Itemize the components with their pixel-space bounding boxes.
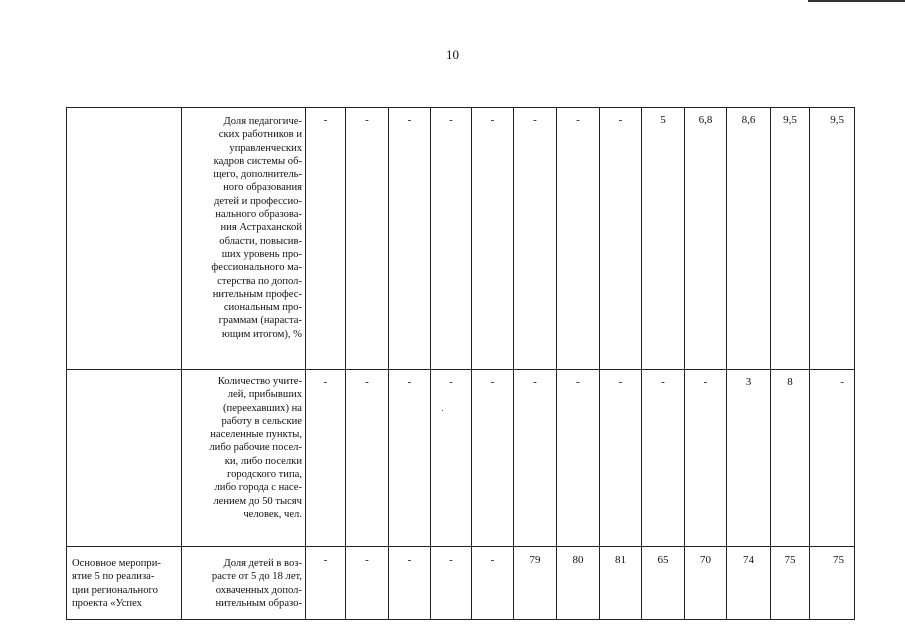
- indicator-line: расте от 5 до 18 лет,: [211, 571, 302, 583]
- value-cell: 75: [771, 547, 810, 620]
- page-number: 10: [446, 47, 459, 62]
- indicator-line: граммам (нараста-: [218, 315, 302, 327]
- activity-line: ции регионального: [72, 584, 158, 596]
- value-cell: 75: [810, 547, 855, 620]
- value-cell: -: [306, 108, 346, 370]
- indicator-line: городского типа,: [226, 469, 302, 481]
- value-cell: 74: [727, 547, 771, 620]
- value-cell: -: [472, 108, 514, 370]
- indicator-cell: [182, 547, 306, 620]
- value-cell: -: [557, 108, 600, 370]
- indicator-cell: [182, 108, 306, 370]
- value-cell: 70: [685, 547, 727, 620]
- activity-line: ятие 5 по реализа-: [72, 571, 155, 583]
- value-cell: -: [306, 547, 346, 620]
- value-cell: -: [306, 370, 346, 547]
- indicator-line: ки, либо поселки: [224, 455, 302, 467]
- table-row: [67, 370, 855, 547]
- indicator-line: стерства по допол-: [217, 275, 302, 287]
- value-cell: -: [810, 370, 855, 547]
- indicator-line: управленческих: [229, 142, 302, 154]
- indicator-line: Количество учите-: [217, 376, 302, 387]
- indicator-line: щего, дополнитель-: [213, 169, 302, 181]
- indicator-line: ного образования: [223, 182, 302, 194]
- value-cell: -: [346, 547, 389, 620]
- value-cell: -: [557, 370, 600, 547]
- indicator-line: ющим итогом), %: [221, 328, 302, 340]
- table-row: [67, 547, 855, 620]
- activity-cell: [67, 108, 182, 370]
- indicator-cell: [182, 370, 306, 547]
- indicator-line: ших уровень про-: [221, 248, 302, 260]
- indicator-line: Доля детей в воз-: [223, 558, 302, 569]
- indicator-line: (переехавших) на: [223, 402, 302, 414]
- activity-line: проекта «Успех: [72, 597, 142, 609]
- value-cell: -: [346, 108, 389, 370]
- value-cell: -: [642, 370, 685, 547]
- value-cell: 9,5: [810, 108, 855, 370]
- indicator-line: человек, чел.: [243, 508, 302, 520]
- value-cell: 9,5: [771, 108, 810, 370]
- value-cell: 81: [600, 547, 642, 620]
- indicator-line: нального образова-: [215, 209, 302, 221]
- indicator-line: области, повысив-: [219, 235, 302, 247]
- corner-rule: [808, 0, 905, 2]
- indicator-line: нительным профес-: [212, 288, 302, 300]
- table-row: [67, 108, 855, 370]
- indicator-line: нительным образо-: [215, 597, 302, 609]
- indicator-line: детей и профессио-: [213, 195, 302, 207]
- value-cell: 5: [642, 108, 685, 370]
- value-cell: 79: [514, 547, 557, 620]
- value-cell: 3: [727, 370, 771, 547]
- indicator-line: либо города с насе-: [214, 482, 302, 494]
- value-cell: 6,8: [685, 108, 727, 370]
- indicator-line: фессионального ма-: [211, 262, 302, 274]
- indicator-line: кадров системы об-: [213, 155, 302, 167]
- value-cell: -: [431, 370, 472, 547]
- indicator-line: населенные пункты,: [210, 429, 302, 441]
- value-cell: -: [389, 547, 431, 620]
- value-cell: -: [346, 370, 389, 547]
- indicator-line: либо рабочие посел-: [209, 442, 302, 454]
- indicator-line: ских работников и: [218, 129, 302, 141]
- value-cell: -: [389, 108, 431, 370]
- indicator-line: охваченных допол-: [215, 584, 302, 596]
- indicator-line: сиональным про-: [223, 302, 302, 314]
- activity-cell: [67, 370, 182, 547]
- indicator-line: ния Астраханской: [220, 222, 302, 234]
- value-cell: 80: [557, 547, 600, 620]
- activity-line: Основное меропри-: [72, 558, 161, 569]
- indicators-table: [66, 107, 855, 620]
- value-cell: -: [389, 370, 431, 547]
- indicator-line: лей, прибывших: [227, 389, 302, 401]
- indicator-line: работу в сельские: [221, 415, 302, 427]
- value-cell: -: [685, 370, 727, 547]
- scan-speck: [442, 410, 443, 411]
- indicator-line: лением до 50 тысяч: [213, 495, 302, 507]
- value-cell: -: [431, 108, 472, 370]
- value-cell: -: [472, 370, 514, 547]
- value-cell: -: [600, 370, 642, 547]
- value-cell: 8: [771, 370, 810, 547]
- indicator-line: Доля педагогиче-: [223, 116, 302, 127]
- value-cell: 65: [642, 547, 685, 620]
- activity-cell: [67, 547, 182, 620]
- value-cell: -: [514, 370, 557, 547]
- value-cell: -: [514, 108, 557, 370]
- value-cell: -: [472, 547, 514, 620]
- value-cell: -: [600, 108, 642, 370]
- value-cell: -: [431, 547, 472, 620]
- value-cell: 8,6: [727, 108, 771, 370]
